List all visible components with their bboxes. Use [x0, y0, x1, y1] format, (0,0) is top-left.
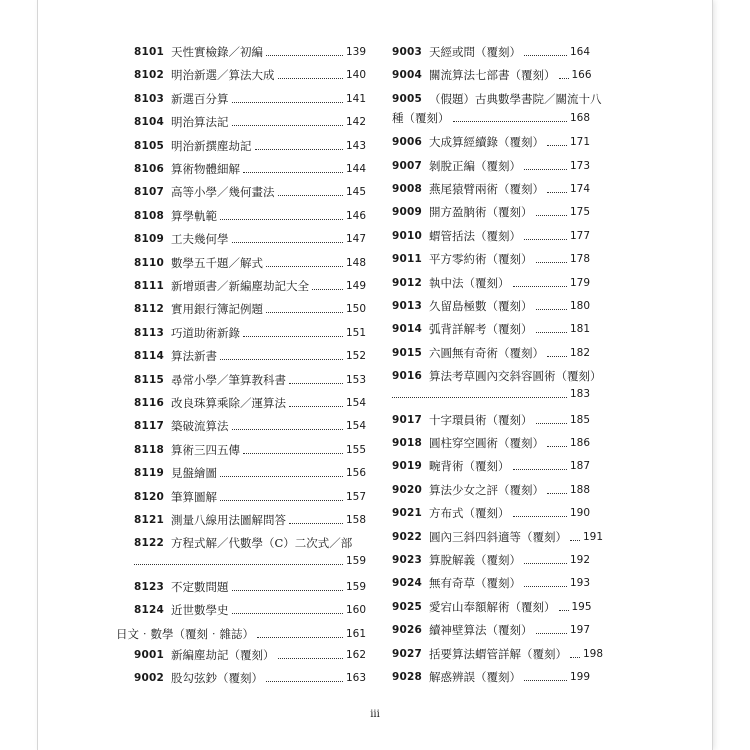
- entry-title: 續神壁算法（覆刻）: [429, 623, 533, 638]
- entry-code: 9023: [392, 554, 423, 566]
- entry-code: 8109: [134, 233, 165, 246]
- dot-leader: [536, 332, 567, 333]
- dot-leader: [536, 215, 567, 216]
- entry-title: 剝脫正編（覆刻）: [429, 158, 521, 173]
- dot-leader: [547, 356, 567, 357]
- entry-title: 改良珠算乘除／運算法: [171, 396, 286, 410]
- toc-entry[interactable]: [392, 91, 602, 106]
- dot-leader: [289, 406, 343, 407]
- toc-entry[interactable]: [134, 648, 366, 662]
- toc-entry[interactable]: [392, 322, 590, 336]
- toc-entry[interactable]: [134, 419, 366, 433]
- dot-leader: [536, 423, 567, 424]
- dot-leader: [266, 312, 343, 313]
- entry-title: 弧背詳解考（覆刻）: [429, 322, 533, 337]
- section-heading[interactable]: [116, 627, 366, 641]
- dot-leader: [266, 55, 343, 56]
- entry-title: 方布式（覆刻）: [429, 506, 510, 521]
- entry-page-number: 177: [569, 229, 590, 242]
- entry-page-number: 174: [569, 183, 590, 195]
- entry-code: 9026: [392, 624, 423, 637]
- toc-entry[interactable]: [134, 326, 366, 340]
- toc-entry[interactable]: [392, 529, 604, 544]
- dot-leader: [524, 239, 567, 240]
- toc-entry[interactable]: [134, 68, 366, 82]
- toc-entry[interactable]: [134, 536, 366, 550]
- dot-leader: [243, 336, 343, 337]
- dot-leader: [312, 289, 343, 290]
- entry-page-number: 147: [345, 233, 366, 246]
- toc-entry[interactable]: [134, 513, 366, 527]
- entry-code: 8107: [134, 186, 165, 199]
- entry-page-number: 148: [345, 256, 366, 269]
- toc-entry[interactable]: [134, 302, 366, 316]
- entry-code: 8122: [134, 537, 165, 550]
- entry-title: 築破流算法: [171, 419, 229, 434]
- toc-entry[interactable]: [134, 209, 366, 223]
- entry-title: 不定數問題: [171, 579, 229, 594]
- entry-code: 9017: [392, 413, 423, 426]
- toc-entry[interactable]: [392, 45, 590, 59]
- entry-code: 9001: [134, 648, 165, 661]
- entry-code: 9005: [392, 92, 423, 105]
- dot-leader: [547, 446, 567, 447]
- dot-leader: [536, 309, 567, 310]
- dot-leader: [220, 359, 343, 360]
- entry-code: 9004: [392, 69, 423, 82]
- section-page-number: 161: [345, 627, 366, 640]
- entry-title: 見盤繪圖: [171, 466, 217, 481]
- entry-title: 六圓無有奇術（覆刻）: [429, 345, 544, 360]
- toc-entry[interactable]: [392, 68, 590, 82]
- entry-title: 大成算經續錄（覆刻）: [429, 135, 544, 150]
- entry-title: 新選百分算: [171, 91, 229, 106]
- entry-code: 9028: [392, 671, 423, 683]
- page-number-footer: [0, 709, 750, 720]
- entry-title: 算術物體細解: [171, 162, 240, 176]
- entry-page-number: 166: [571, 69, 592, 82]
- dot-leader: [232, 102, 343, 103]
- toc-entry[interactable]: [392, 553, 590, 567]
- entry-code: 8124: [134, 604, 165, 617]
- toc-entry[interactable]: [392, 299, 590, 313]
- dot-leader: [289, 383, 343, 384]
- dot-leader: [278, 195, 343, 196]
- entry-code: 9002: [134, 672, 165, 684]
- section-title: 日文‧數學（覆刻‧雜誌）: [116, 626, 254, 641]
- toc-entry[interactable]: [392, 135, 590, 149]
- entry-code: 8115: [134, 373, 165, 386]
- entry-code: 9016: [392, 370, 423, 383]
- entry-title: 開方盈朒術（覆刻）: [429, 205, 533, 220]
- toc-entry[interactable]: [392, 159, 590, 173]
- dot-leader: [547, 493, 567, 494]
- entry-title: 尋常小學／筆算教科書: [171, 372, 286, 387]
- dot-leader: [220, 500, 343, 501]
- entry-code: 9007: [392, 159, 423, 172]
- dot-leader: [570, 540, 580, 541]
- entry-code: 9012: [392, 276, 423, 289]
- entry-code: 9020: [392, 483, 423, 496]
- page-number: iii: [370, 709, 380, 720]
- entry-title: 畹背術（覆刻）: [429, 459, 510, 474]
- dot-leader: [232, 613, 343, 614]
- dot-leader: [559, 78, 569, 79]
- dot-leader: [255, 149, 343, 150]
- toc-entry[interactable]: [134, 92, 366, 106]
- entry-title: 關流算法七部書（覆刻）: [429, 68, 556, 83]
- entry-code: 8118: [134, 443, 165, 456]
- entry-title: 算學軌範: [171, 208, 217, 223]
- entry-page-number: 153: [345, 373, 366, 386]
- entry-code: 9025: [392, 600, 423, 613]
- entry-title: 明治新選／算法大成: [171, 68, 275, 83]
- entry-page-number: 180: [569, 300, 590, 312]
- toc-entry[interactable]: [392, 229, 590, 243]
- entry-code: 8112: [134, 303, 165, 316]
- entry-code: 8101: [134, 46, 165, 58]
- entry-code: 9021: [392, 507, 423, 520]
- dot-leader: [289, 523, 343, 524]
- toc-entry[interactable]: [134, 115, 366, 129]
- dot-leader: [243, 453, 343, 454]
- entry-page-number: 190: [569, 507, 590, 520]
- dot-leader: [524, 680, 567, 681]
- entry-title: 愛宕山奉額解術（覆刻）: [429, 599, 556, 614]
- entry-code: 9027: [392, 647, 423, 660]
- toc-entry[interactable]: [134, 671, 366, 685]
- entry-code: 8103: [134, 92, 165, 105]
- dot-leader: [266, 681, 343, 682]
- entry-code: 9015: [392, 346, 423, 359]
- entry-page-number: 164: [569, 46, 590, 58]
- dot-leader: [547, 145, 567, 146]
- entry-page-number: 188: [569, 483, 590, 496]
- entry-title-continued: 種（覆刻）: [392, 110, 450, 125]
- dot-leader: [513, 469, 567, 470]
- toc-entry-continuation: [392, 111, 590, 125]
- toc-entry[interactable]: [392, 670, 590, 684]
- entry-page-number: 143: [345, 139, 366, 152]
- dot-leader: [232, 429, 343, 430]
- entry-title: 高等小學／幾何畫法: [171, 185, 275, 200]
- entry-page-number: 144: [345, 163, 366, 175]
- dot-leader: [220, 219, 343, 220]
- dot-leader: [232, 242, 343, 243]
- entry-title: 方程式解／代數學（C）二次式／部: [171, 536, 353, 551]
- entry-code: 9003: [392, 46, 423, 58]
- toc-entry-continuation: [392, 387, 590, 401]
- toc-entry[interactable]: [134, 139, 366, 153]
- toc-entry[interactable]: [134, 396, 366, 410]
- entry-page-number: 168: [569, 111, 590, 124]
- entry-title: 執中法（覆刻）: [429, 275, 510, 290]
- entry-title: 近世數學史: [171, 603, 229, 618]
- entry-title: 巧道助術新錄: [171, 325, 240, 340]
- toc-entry[interactable]: [392, 623, 590, 637]
- entry-code: 8116: [134, 397, 165, 409]
- entry-page-number: 158: [345, 514, 366, 526]
- toc-entry[interactable]: [134, 603, 366, 617]
- entry-page-number: 139: [345, 46, 366, 58]
- entry-code: 9010: [392, 229, 423, 242]
- toc-entry-continuation: [134, 554, 366, 568]
- entry-title: 新編塵劫記（覆刻）: [171, 647, 275, 662]
- toc-entry[interactable]: [392, 276, 590, 290]
- entry-title: 數學五千題／解式: [171, 255, 263, 270]
- entry-title: 測量八線用法圖解問答: [171, 513, 286, 527]
- entry-code: 8113: [134, 326, 165, 339]
- entry-page-number: 179: [569, 276, 590, 289]
- entry-title: 算法新書: [171, 349, 217, 364]
- entry-title: 算脫解義（覆刻）: [429, 553, 521, 567]
- entry-title: 算法考草圓內交斜容圓術（覆刻）: [429, 369, 602, 384]
- toc-entry[interactable]: [392, 576, 590, 590]
- entry-code: 8114: [134, 350, 165, 363]
- entry-page-number: 185: [569, 413, 590, 426]
- entry-page-number: 171: [569, 136, 590, 149]
- toc-entry[interactable]: [134, 580, 366, 594]
- entry-page-number: 191: [583, 530, 604, 543]
- entry-page-number: 199: [569, 671, 590, 683]
- entry-page-number: 149: [345, 280, 366, 292]
- entry-title: 天經或問（覆刻）: [429, 45, 521, 59]
- dot-leader: [524, 55, 567, 56]
- entry-page-number: 145: [345, 186, 366, 199]
- entry-page-number: 173: [569, 159, 590, 172]
- dot-leader: [524, 563, 567, 564]
- entry-code: 8119: [134, 467, 165, 480]
- entry-page-number: 159: [345, 555, 366, 568]
- toc-entry[interactable]: [392, 413, 590, 427]
- toc-entry[interactable]: [392, 506, 590, 520]
- entry-page-number: 146: [345, 209, 366, 222]
- toc-entry[interactable]: [134, 45, 366, 59]
- entry-title: （假題）古典數學書院／關流十八: [429, 91, 602, 106]
- entry-title: 解惑辨誤（覆刻）: [429, 670, 521, 684]
- entry-page-number: 142: [345, 116, 366, 129]
- toc-entry[interactable]: [134, 466, 366, 480]
- entry-code: 9018: [392, 437, 423, 449]
- dot-leader: [536, 262, 567, 263]
- toc-entry[interactable]: [392, 346, 590, 360]
- dot-leader: [536, 633, 567, 634]
- entry-page-number: 195: [571, 600, 592, 613]
- dot-leader: [513, 286, 567, 287]
- entry-code: 8105: [134, 139, 165, 152]
- dot-leader: [243, 172, 343, 173]
- entry-page-number: 154: [345, 420, 366, 433]
- entry-page-number: 198: [583, 647, 604, 660]
- entry-page-number: 160: [345, 604, 366, 617]
- dot-leader: [453, 121, 567, 122]
- entry-code: 8106: [134, 163, 165, 175]
- entry-title: 算法少女之評（覆刻）: [429, 482, 544, 497]
- toc-entry[interactable]: [134, 256, 366, 270]
- entry-code: 8102: [134, 69, 165, 82]
- entry-title: 圓內三斜四斜適等（覆刻）: [429, 529, 567, 544]
- toc-entry[interactable]: [134, 373, 366, 387]
- entry-title: 股勾弦鈔（覆刻）: [171, 671, 263, 685]
- entry-page-number: 155: [345, 443, 366, 456]
- entry-title: 算術三四五傳: [171, 442, 240, 457]
- dot-leader: [257, 637, 343, 638]
- dot-leader: [392, 397, 567, 398]
- dot-leader: [220, 476, 343, 477]
- entry-title: 明治新撰塵劫記: [171, 138, 252, 153]
- dot-leader: [134, 564, 343, 565]
- entry-page-number: 152: [345, 350, 366, 363]
- dot-leader: [524, 169, 567, 170]
- entry-code: 8111: [134, 280, 165, 292]
- entry-code: 8120: [134, 490, 165, 503]
- entry-page-number: 157: [345, 490, 366, 503]
- entry-title: 久留島極數（覆刻）: [429, 299, 533, 313]
- entry-code: 9006: [392, 136, 423, 149]
- entry-title: 無有奇草（覆刻）: [429, 576, 521, 591]
- toc-entry[interactable]: [392, 600, 590, 614]
- entry-code: 9009: [392, 206, 423, 219]
- dot-leader: [570, 657, 580, 658]
- toc-entry[interactable]: [134, 349, 366, 363]
- entry-page-number: 186: [569, 437, 590, 449]
- entry-page-number: 140: [345, 69, 366, 82]
- entry-code: 8104: [134, 116, 165, 129]
- entry-title: 明治算法記: [171, 115, 229, 130]
- entry-page-number: 183: [569, 388, 590, 401]
- entry-title: 實用銀行簿記例題: [171, 302, 263, 317]
- toc-entry[interactable]: [134, 490, 366, 504]
- entry-code: 9024: [392, 577, 423, 590]
- entry-page-number: 151: [345, 326, 366, 339]
- toc-entry[interactable]: [392, 182, 590, 196]
- toc-entry[interactable]: [134, 279, 366, 293]
- entry-code: 9019: [392, 460, 423, 473]
- entry-title: 括要算法蝟管詳解（覆刻）: [429, 646, 567, 661]
- dot-leader: [513, 516, 567, 517]
- entry-page-number: 156: [345, 467, 366, 480]
- entry-page-number: 192: [569, 554, 590, 566]
- entry-title: 新增頭書／新編塵劫記大全: [171, 279, 309, 293]
- toc-entry[interactable]: [392, 646, 604, 661]
- dot-leader: [232, 590, 343, 591]
- entry-code: 8121: [134, 514, 165, 526]
- entry-title: 蝟管括法（覆刻）: [429, 228, 521, 243]
- dot-leader: [278, 78, 343, 79]
- entry-page-number: 197: [569, 624, 590, 637]
- entry-code: 9011: [392, 253, 423, 266]
- entry-page-number: 175: [569, 206, 590, 219]
- entry-page-number: 162: [345, 648, 366, 661]
- toc-entry[interactable]: [392, 459, 590, 473]
- entry-code: 9008: [392, 183, 423, 195]
- entry-page-number: 154: [345, 397, 366, 409]
- toc-entry[interactable]: [392, 369, 602, 384]
- entry-page-number: 182: [569, 346, 590, 359]
- dot-leader: [232, 125, 343, 126]
- toc-entry[interactable]: [392, 436, 590, 450]
- entry-code: 9022: [392, 530, 423, 543]
- entry-code: 8123: [134, 580, 165, 593]
- entry-page-number: 181: [569, 323, 590, 336]
- toc-entry[interactable]: [134, 443, 366, 457]
- entry-title: 平方零約術（覆刻）: [429, 252, 533, 267]
- entry-page-number: 163: [345, 672, 366, 684]
- entry-page-number: 150: [345, 303, 366, 316]
- entry-title: 圓柱穿空圓術（覆刻）: [429, 436, 544, 450]
- entry-code: 8117: [134, 420, 165, 433]
- dot-leader: [266, 266, 343, 267]
- toc-entry[interactable]: [392, 483, 590, 497]
- toc-entry[interactable]: [392, 252, 590, 266]
- entry-title: 十字環員術（覆刻）: [429, 412, 533, 427]
- toc-entry[interactable]: [134, 232, 366, 246]
- toc-entry[interactable]: [392, 205, 590, 219]
- toc-entry[interactable]: [134, 185, 366, 199]
- toc-entry[interactable]: [134, 162, 366, 176]
- dot-leader: [559, 610, 569, 611]
- entry-title: 筆算圖解: [171, 489, 217, 504]
- entry-code: 8110: [134, 256, 165, 269]
- entry-page-number: 159: [345, 580, 366, 593]
- entry-code: 9013: [392, 300, 423, 312]
- entry-title: 燕尾猿臂兩術（覆刻）: [429, 182, 544, 196]
- dot-leader: [547, 192, 567, 193]
- entry-title: 工夫幾何學: [171, 232, 229, 247]
- entry-code: 8108: [134, 209, 165, 222]
- dot-leader: [524, 586, 567, 587]
- entry-page-number: 193: [569, 577, 590, 590]
- entry-page-number: 187: [569, 460, 590, 473]
- dot-leader: [278, 658, 343, 659]
- entry-page-number: 178: [569, 253, 590, 266]
- entry-title: 天性實檢錄／初編: [171, 45, 263, 59]
- entry-code: 9014: [392, 323, 423, 336]
- entry-page-number: 141: [345, 92, 366, 105]
